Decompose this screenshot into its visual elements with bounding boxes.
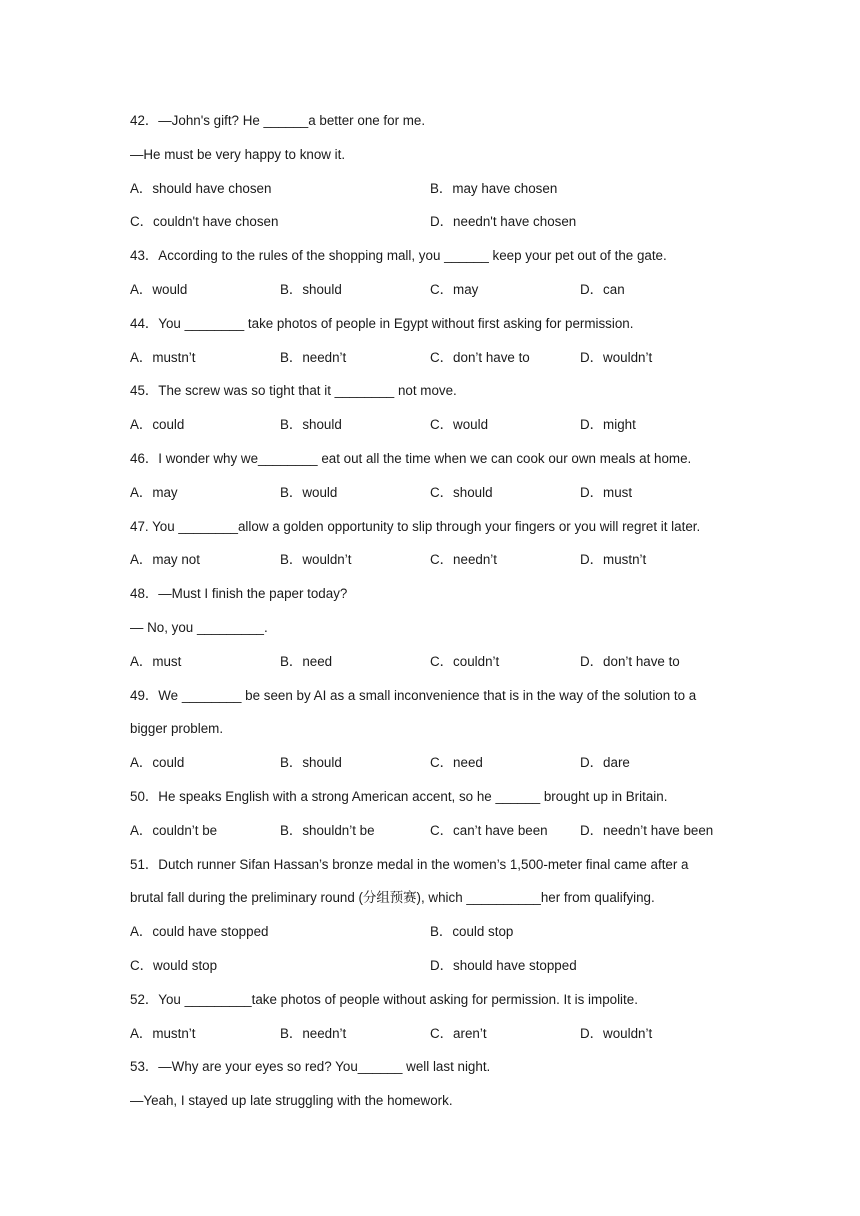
question-stem: 42．—John's gift? He ______a better one for me. (130, 113, 426, 128)
question-block (130, 515, 750, 583)
answer-option: C．may (430, 281, 479, 297)
answer-option: D．might (580, 417, 636, 433)
answer-option: B．should (280, 417, 342, 433)
answer-option: D．should have stopped (430, 957, 577, 973)
answer-option: A．may not (130, 552, 200, 568)
question-block (130, 447, 750, 515)
options-row (130, 210, 750, 244)
worksheet (130, 109, 750, 1123)
answer-option: C．would stop (130, 957, 218, 973)
options-row (130, 954, 750, 988)
question-stem-continuation: —Yeah, I stayed up late struggling with the homework. (130, 1093, 453, 1109)
answer-option: A．would (130, 281, 188, 297)
question-stem: 46．I wonder why we________ eat out all the time when we can cook our own meals at home. (130, 450, 692, 466)
answer-option: D．needn't have chosen (430, 214, 577, 230)
question-stem-continuation: — No, you _________. (130, 619, 268, 635)
question-stem-continuation: —He must be very happy to know it. (130, 146, 346, 162)
answer-option: A．could (130, 417, 185, 433)
question-stem: 43．According to the rules of the shopping mall, you ______ keep your pet out of the gate. (130, 248, 667, 264)
question-block (130, 785, 750, 853)
answer-option: A．mustn’t (130, 1025, 196, 1041)
answer-option: C．couldn’t (430, 653, 500, 669)
answer-option: B．may have chosen (430, 180, 558, 196)
options-row (130, 278, 750, 312)
options-row (130, 481, 750, 515)
question-block (130, 109, 750, 244)
options-row (130, 751, 750, 785)
answer-option: D．dare (580, 755, 630, 771)
question-stem: 45．The screw was so tight that it ________ not move. (130, 383, 457, 399)
options-row (130, 920, 750, 954)
question-stem: 50．He speaks English with a strong American accent, so he ______ brought up in Britain. (130, 788, 668, 804)
answer-option: C．aren’t (430, 1025, 487, 1041)
answer-option: D．must (580, 484, 633, 500)
answer-option: C．can’t have been (430, 822, 548, 838)
answer-option: A．could have stopped (130, 924, 269, 940)
answer-option: B．should (280, 281, 342, 297)
answer-option: A．couldn’t be (130, 822, 218, 838)
question-block (130, 988, 750, 1056)
question-block (130, 379, 750, 447)
answer-option: C．would (430, 417, 489, 433)
answer-option: D．can (580, 281, 625, 297)
question-block (130, 684, 750, 785)
answer-option: C．couldn't have chosen (130, 214, 279, 230)
answer-option: D．mustn’t (580, 552, 647, 568)
answer-option: D．needn’t have been (580, 822, 714, 838)
question-block (130, 853, 750, 988)
options-row (130, 177, 750, 211)
answer-option: C．don’t have to (430, 349, 530, 365)
question-stem-continuation: brutal fall during the preliminary round (分组预赛), which __________her from qualifying. (130, 890, 655, 906)
answer-option: B．could stop (430, 924, 514, 940)
answer-option: C．should (430, 484, 493, 500)
question-stem: 49．We ________ be seen by AI as a small inconvenience that is in the way of the solution to a (130, 687, 697, 703)
answer-option: B．needn’t (280, 349, 347, 365)
answer-option: C．needn’t (430, 552, 497, 568)
question-stem-continuation: bigger problem. (130, 721, 224, 737)
answer-option: B．needn’t (280, 1025, 347, 1041)
question-stem: 47. You ________allow a golden opportunity to slip through your fingers or you will regret it later. (130, 518, 701, 534)
answer-option: A．mustn’t (130, 349, 196, 365)
answer-option: A．must (130, 653, 182, 669)
options-row (130, 413, 750, 447)
question-stem: 48．—Must I finish the paper today? (130, 586, 348, 602)
answer-option: D．don’t have to (580, 653, 680, 669)
options-row (130, 548, 750, 582)
options-row (130, 819, 750, 853)
answer-option: D．wouldn’t (580, 1025, 653, 1041)
question-stem: 52．You _________take photos of people without asking for permission. It is impolite. (130, 991, 638, 1007)
answer-option: D．wouldn’t (580, 349, 653, 365)
question-stem: 51．Dutch runner Sifan Hassan’s bronze medal in the women’s 1,500-meter final came after a (130, 856, 689, 872)
question-block (130, 312, 750, 380)
question-stem: 44．You ________ take photos of people in Egypt without first asking for permission. (130, 315, 634, 331)
question-block (130, 244, 750, 312)
answer-option: B．shouldn’t be (280, 822, 375, 838)
answer-option: B．would (280, 484, 338, 500)
answer-option: A．could (130, 755, 185, 771)
options-row (130, 650, 750, 684)
answer-option: B．should (280, 755, 342, 771)
options-row (130, 1022, 750, 1056)
answer-option: A．may (130, 484, 178, 500)
question-block (130, 582, 750, 683)
answer-option: C．need (430, 755, 483, 771)
question-stem: 53．—Why are your eyes so red? You______ well last night. (130, 1059, 491, 1075)
options-row (130, 346, 750, 380)
answer-option: B．need (280, 653, 333, 669)
answer-option: A．should have chosen (130, 180, 272, 196)
answer-option: B．wouldn’t (280, 552, 352, 568)
question-block (130, 1055, 750, 1123)
